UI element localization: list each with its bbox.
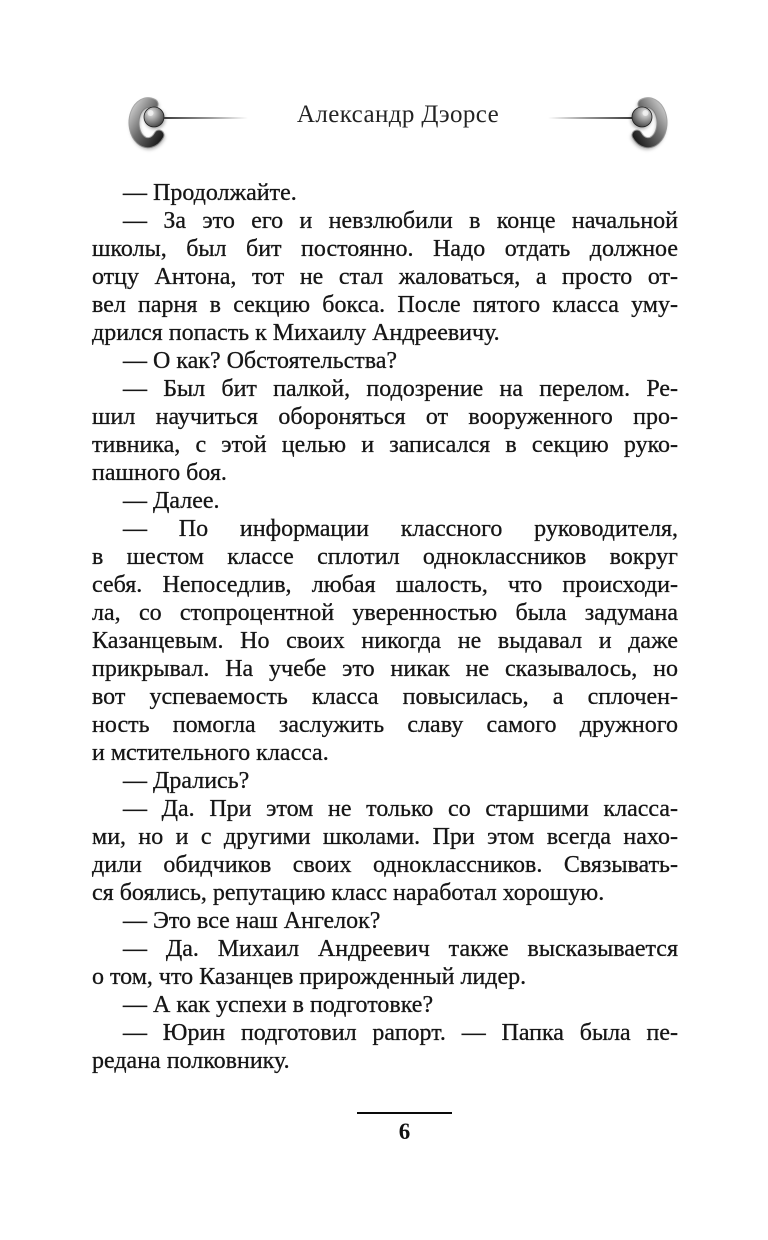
page-number: 6 [398, 1119, 411, 1144]
paragraph [92, 179, 678, 207]
author-name: Александр Дэорсе [296, 101, 500, 128]
text-line: школы, был бит постоянно. Надо отдать должное [92, 236, 678, 262]
header-rule-right [548, 117, 632, 119]
paragraph [92, 907, 678, 935]
text-line: в шестом классе сплотил одноклассников вокруг [92, 544, 678, 570]
text-line: — За это его и невзлюбили в конце начальной [123, 208, 678, 234]
paragraph [92, 767, 678, 795]
text-line: ми, но и с другими школами. При этом всегда нахо- [92, 824, 678, 850]
body-text [92, 179, 678, 1075]
paragraph [92, 487, 678, 515]
text-line: — А как успехи в подготовке? [123, 992, 434, 1018]
paragraph [92, 935, 678, 991]
text-line: ность помогла заслужить славу самого дружного [92, 712, 678, 738]
text-line: — Да. Михаил Андреевич также высказывается [123, 936, 678, 962]
metal-ring-clasp-icon [627, 91, 671, 153]
paragraph [92, 347, 678, 375]
text-line: ла, со стопроцентной уверенностью была задумана [92, 600, 678, 626]
paragraph [92, 1019, 678, 1075]
text-line: — О как? Обстоятельства? [123, 348, 398, 374]
text-line: шил научиться обороняться от вооруженного про- [92, 404, 678, 430]
text-line: — Дрались? [123, 768, 250, 794]
text-line: — Юрин подготовил рапорт. — Папка была пе- [123, 1020, 678, 1046]
text-line: вел парня в секцию бокса. После пятого класса уму- [92, 292, 678, 318]
text-line: прикрывал. На учебе это никак не сказывалось, но [92, 656, 678, 682]
text-line: — Продолжайте. [123, 180, 297, 206]
text-line: — Был бит палкой, подозрение на перелом. Ре- [123, 376, 678, 402]
text-line: тивника, с этой целью и записался в секцию руко- [92, 432, 678, 458]
paragraph [92, 375, 678, 487]
text-line: редана полковнику. [92, 1048, 290, 1074]
paragraph [92, 991, 678, 1019]
text-line: и мстительного класса. [92, 740, 329, 766]
text-line: Казанцевым. Но своих никогда не выдавал и даже [92, 628, 678, 654]
text-line: себя. Непоседлив, любая шалость, что происходи- [92, 572, 678, 598]
text-line: вот успеваемость класса повысилась, а сплочен- [92, 684, 678, 710]
text-line: дили обидчиков своих одноклассников. Связывать- [92, 852, 678, 878]
text-line: пашного боя. [92, 460, 227, 486]
text-line: о том, что Казанцев прирожденный лидер. [92, 964, 527, 990]
text-line: — Это все наш Ангелок? [123, 908, 381, 934]
text-line: — Да. При этом не только со старшими класса- [123, 796, 678, 822]
paragraph [92, 795, 678, 907]
paragraph [92, 207, 678, 347]
text-line: дрился попасть к Михаилу Андреевичу. [92, 320, 500, 346]
text-line: — По информации классного руководителя, [123, 516, 678, 542]
text-line: — Далее. [123, 488, 220, 514]
text-line: ся боялись, репутацию класс наработал хорошую. [92, 880, 605, 906]
paragraph [92, 515, 678, 767]
text-line: отцу Антона, тот не стал жаловаться, а просто от- [92, 264, 678, 290]
footnote-rule [357, 1112, 452, 1114]
